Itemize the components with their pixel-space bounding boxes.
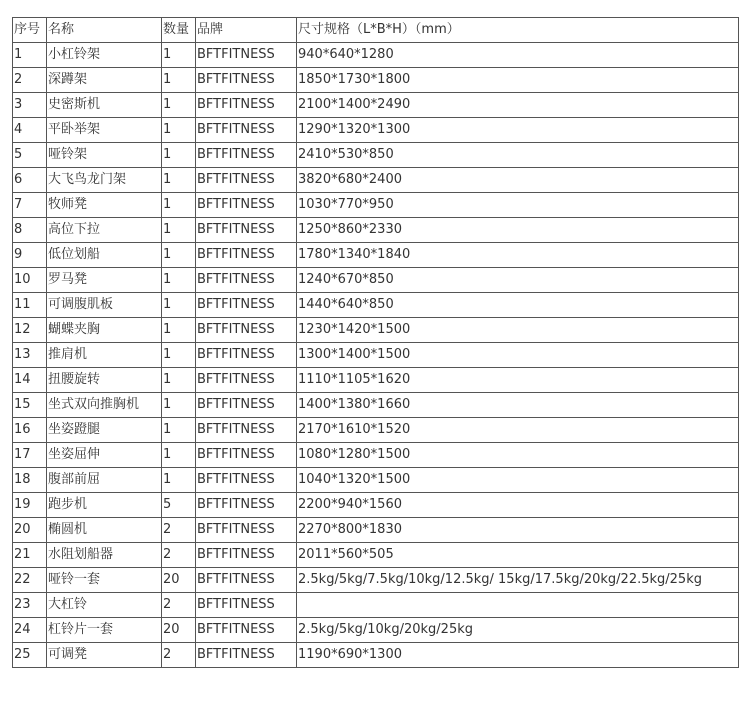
cell-index: 14 — [13, 368, 47, 393]
cell-dimensions: 940*640*1280 — [297, 43, 739, 68]
table-row — [13, 68, 739, 93]
cell-quantity: 1 — [162, 293, 196, 318]
cell-quantity: 1 — [162, 243, 196, 268]
cell-brand: BFTFITNESS — [196, 468, 297, 493]
cell-name: 推肩机 — [47, 343, 162, 368]
cell-index: 15 — [13, 393, 47, 418]
table-row — [13, 468, 739, 493]
table-row — [13, 393, 739, 418]
cell-dimensions: 1190*690*1300 — [297, 643, 739, 668]
cell-quantity: 1 — [162, 218, 196, 243]
table-body — [13, 43, 739, 668]
cell-name: 平卧举架 — [47, 118, 162, 143]
table-row — [13, 493, 739, 518]
table-row — [13, 643, 739, 668]
cell-name: 大杠铃 — [47, 593, 162, 618]
cell-name: 大飞鸟龙门架 — [47, 168, 162, 193]
header-brand: 品牌 — [196, 18, 297, 43]
header-index: 序号 — [13, 18, 47, 43]
cell-name: 扭腰旋转 — [47, 368, 162, 393]
table-row — [13, 293, 739, 318]
cell-index: 13 — [13, 343, 47, 368]
cell-quantity: 1 — [162, 93, 196, 118]
cell-name: 小杠铃架 — [47, 43, 162, 68]
cell-brand: BFTFITNESS — [196, 143, 297, 168]
cell-brand: BFTFITNESS — [196, 168, 297, 193]
cell-dimensions: 1030*770*950 — [297, 193, 739, 218]
cell-dimensions: 2170*1610*1520 — [297, 418, 739, 443]
equipment-table — [12, 17, 739, 668]
cell-quantity: 1 — [162, 393, 196, 418]
cell-brand: BFTFITNESS — [196, 318, 297, 343]
cell-name: 史密斯机 — [47, 93, 162, 118]
cell-index: 17 — [13, 443, 47, 468]
cell-quantity: 2 — [162, 518, 196, 543]
cell-dimensions: 1250*860*2330 — [297, 218, 739, 243]
cell-dimensions: 2270*800*1830 — [297, 518, 739, 543]
cell-index: 20 — [13, 518, 47, 543]
cell-brand: BFTFITNESS — [196, 193, 297, 218]
cell-dimensions: 2410*530*850 — [297, 143, 739, 168]
cell-dimensions: 1850*1730*1800 — [297, 68, 739, 93]
header-dimensions: 尺寸规格（L*B*H）（mm） — [297, 18, 739, 43]
cell-name: 哑铃架 — [47, 143, 162, 168]
cell-quantity: 1 — [162, 168, 196, 193]
cell-name: 低位划船 — [47, 243, 162, 268]
cell-quantity: 2 — [162, 593, 196, 618]
cell-dimensions: 2.5kg/5kg/10kg/20kg/25kg — [297, 618, 739, 643]
cell-index: 23 — [13, 593, 47, 618]
cell-quantity: 1 — [162, 143, 196, 168]
cell-quantity: 20 — [162, 618, 196, 643]
cell-brand: BFTFITNESS — [196, 543, 297, 568]
cell-brand: BFTFITNESS — [196, 218, 297, 243]
cell-quantity: 1 — [162, 443, 196, 468]
table-row — [13, 143, 739, 168]
cell-dimensions: 1110*1105*1620 — [297, 368, 739, 393]
cell-dimensions: 1240*670*850 — [297, 268, 739, 293]
table-row — [13, 118, 739, 143]
cell-dimensions: 1300*1400*1500 — [297, 343, 739, 368]
cell-index: 11 — [13, 293, 47, 318]
cell-brand: BFTFITNESS — [196, 243, 297, 268]
cell-dimensions: 1400*1380*1660 — [297, 393, 739, 418]
cell-name: 坐式双向推胸机 — [47, 393, 162, 418]
cell-name: 牧师凳 — [47, 193, 162, 218]
table-row — [13, 343, 739, 368]
cell-brand: BFTFITNESS — [196, 68, 297, 93]
table-row — [13, 443, 739, 468]
cell-brand: BFTFITNESS — [196, 268, 297, 293]
cell-index: 4 — [13, 118, 47, 143]
table-row — [13, 318, 739, 343]
cell-index: 5 — [13, 143, 47, 168]
cell-quantity: 5 — [162, 493, 196, 518]
table-row — [13, 543, 739, 568]
cell-quantity: 2 — [162, 643, 196, 668]
cell-name: 可调腹肌板 — [47, 293, 162, 318]
table-row — [13, 243, 739, 268]
cell-brand: BFTFITNESS — [196, 493, 297, 518]
cell-brand: BFTFITNESS — [196, 43, 297, 68]
cell-name: 罗马凳 — [47, 268, 162, 293]
table-row — [13, 518, 739, 543]
cell-name: 坐姿屈伸 — [47, 443, 162, 468]
cell-quantity: 1 — [162, 343, 196, 368]
cell-brand: BFTFITNESS — [196, 368, 297, 393]
cell-quantity: 1 — [162, 318, 196, 343]
cell-brand: BFTFITNESS — [196, 443, 297, 468]
cell-name: 水阻划船器 — [47, 543, 162, 568]
table-row — [13, 368, 739, 393]
cell-dimensions: 3820*680*2400 — [297, 168, 739, 193]
cell-dimensions: 1780*1340*1840 — [297, 243, 739, 268]
cell-brand: BFTFITNESS — [196, 593, 297, 618]
cell-brand: BFTFITNESS — [196, 93, 297, 118]
cell-quantity: 1 — [162, 368, 196, 393]
cell-index: 21 — [13, 543, 47, 568]
table-row — [13, 268, 739, 293]
cell-dimensions: 1040*1320*1500 — [297, 468, 739, 493]
cell-name: 高位下拉 — [47, 218, 162, 243]
cell-name: 跑步机 — [47, 493, 162, 518]
cell-index: 10 — [13, 268, 47, 293]
table-header — [13, 18, 739, 43]
cell-index: 25 — [13, 643, 47, 668]
cell-dimensions: 1290*1320*1300 — [297, 118, 739, 143]
cell-index: 8 — [13, 218, 47, 243]
cell-dimensions: 1440*640*850 — [297, 293, 739, 318]
cell-brand: BFTFITNESS — [196, 418, 297, 443]
cell-index: 18 — [13, 468, 47, 493]
cell-index: 1 — [13, 43, 47, 68]
header-quantity: 数量 — [162, 18, 196, 43]
cell-name: 哑铃一套 — [47, 568, 162, 593]
cell-quantity: 1 — [162, 68, 196, 93]
cell-brand: BFTFITNESS — [196, 643, 297, 668]
cell-brand: BFTFITNESS — [196, 343, 297, 368]
cell-brand: BFTFITNESS — [196, 118, 297, 143]
cell-dimensions: 2200*940*1560 — [297, 493, 739, 518]
cell-brand: BFTFITNESS — [196, 393, 297, 418]
table-row — [13, 168, 739, 193]
cell-quantity: 20 — [162, 568, 196, 593]
cell-quantity: 1 — [162, 118, 196, 143]
cell-index: 7 — [13, 193, 47, 218]
cell-name: 可调凳 — [47, 643, 162, 668]
table-row — [13, 418, 739, 443]
cell-quantity: 2 — [162, 543, 196, 568]
table-row — [13, 43, 739, 68]
cell-quantity: 1 — [162, 418, 196, 443]
cell-brand: BFTFITNESS — [196, 518, 297, 543]
cell-brand: BFTFITNESS — [196, 293, 297, 318]
table-row — [13, 93, 739, 118]
cell-index: 24 — [13, 618, 47, 643]
cell-index: 6 — [13, 168, 47, 193]
cell-index: 9 — [13, 243, 47, 268]
table-row — [13, 568, 739, 593]
cell-quantity: 1 — [162, 193, 196, 218]
cell-name: 腹部前屈 — [47, 468, 162, 493]
cell-index: 3 — [13, 93, 47, 118]
cell-quantity: 1 — [162, 268, 196, 293]
cell-index: 19 — [13, 493, 47, 518]
cell-dimensions: 1230*1420*1500 — [297, 318, 739, 343]
cell-index: 22 — [13, 568, 47, 593]
cell-quantity: 1 — [162, 43, 196, 68]
header-name: 名称 — [47, 18, 162, 43]
cell-name: 杠铃片一套 — [47, 618, 162, 643]
cell-index: 16 — [13, 418, 47, 443]
table-row — [13, 218, 739, 243]
cell-index: 2 — [13, 68, 47, 93]
cell-name: 蝴蝶夹胸 — [47, 318, 162, 343]
cell-name: 深蹲架 — [47, 68, 162, 93]
cell-dimensions: 2.5kg/5kg/7.5kg/10kg/12.5kg/ 15kg/17.5kg/20kg/22.5kg/25kg — [297, 568, 739, 593]
cell-name: 椭圆机 — [47, 518, 162, 543]
header-row — [13, 18, 739, 43]
cell-name: 坐姿蹬腿 — [47, 418, 162, 443]
cell-brand: BFTFITNESS — [196, 618, 297, 643]
cell-dimensions — [297, 593, 739, 618]
cell-dimensions: 1080*1280*1500 — [297, 443, 739, 468]
cell-index: 12 — [13, 318, 47, 343]
table-row — [13, 593, 739, 618]
table-row — [13, 193, 739, 218]
cell-brand: BFTFITNESS — [196, 568, 297, 593]
cell-dimensions: 2100*1400*2490 — [297, 93, 739, 118]
cell-dimensions: 2011*560*505 — [297, 543, 739, 568]
table-row — [13, 618, 739, 643]
cell-quantity: 1 — [162, 468, 196, 493]
